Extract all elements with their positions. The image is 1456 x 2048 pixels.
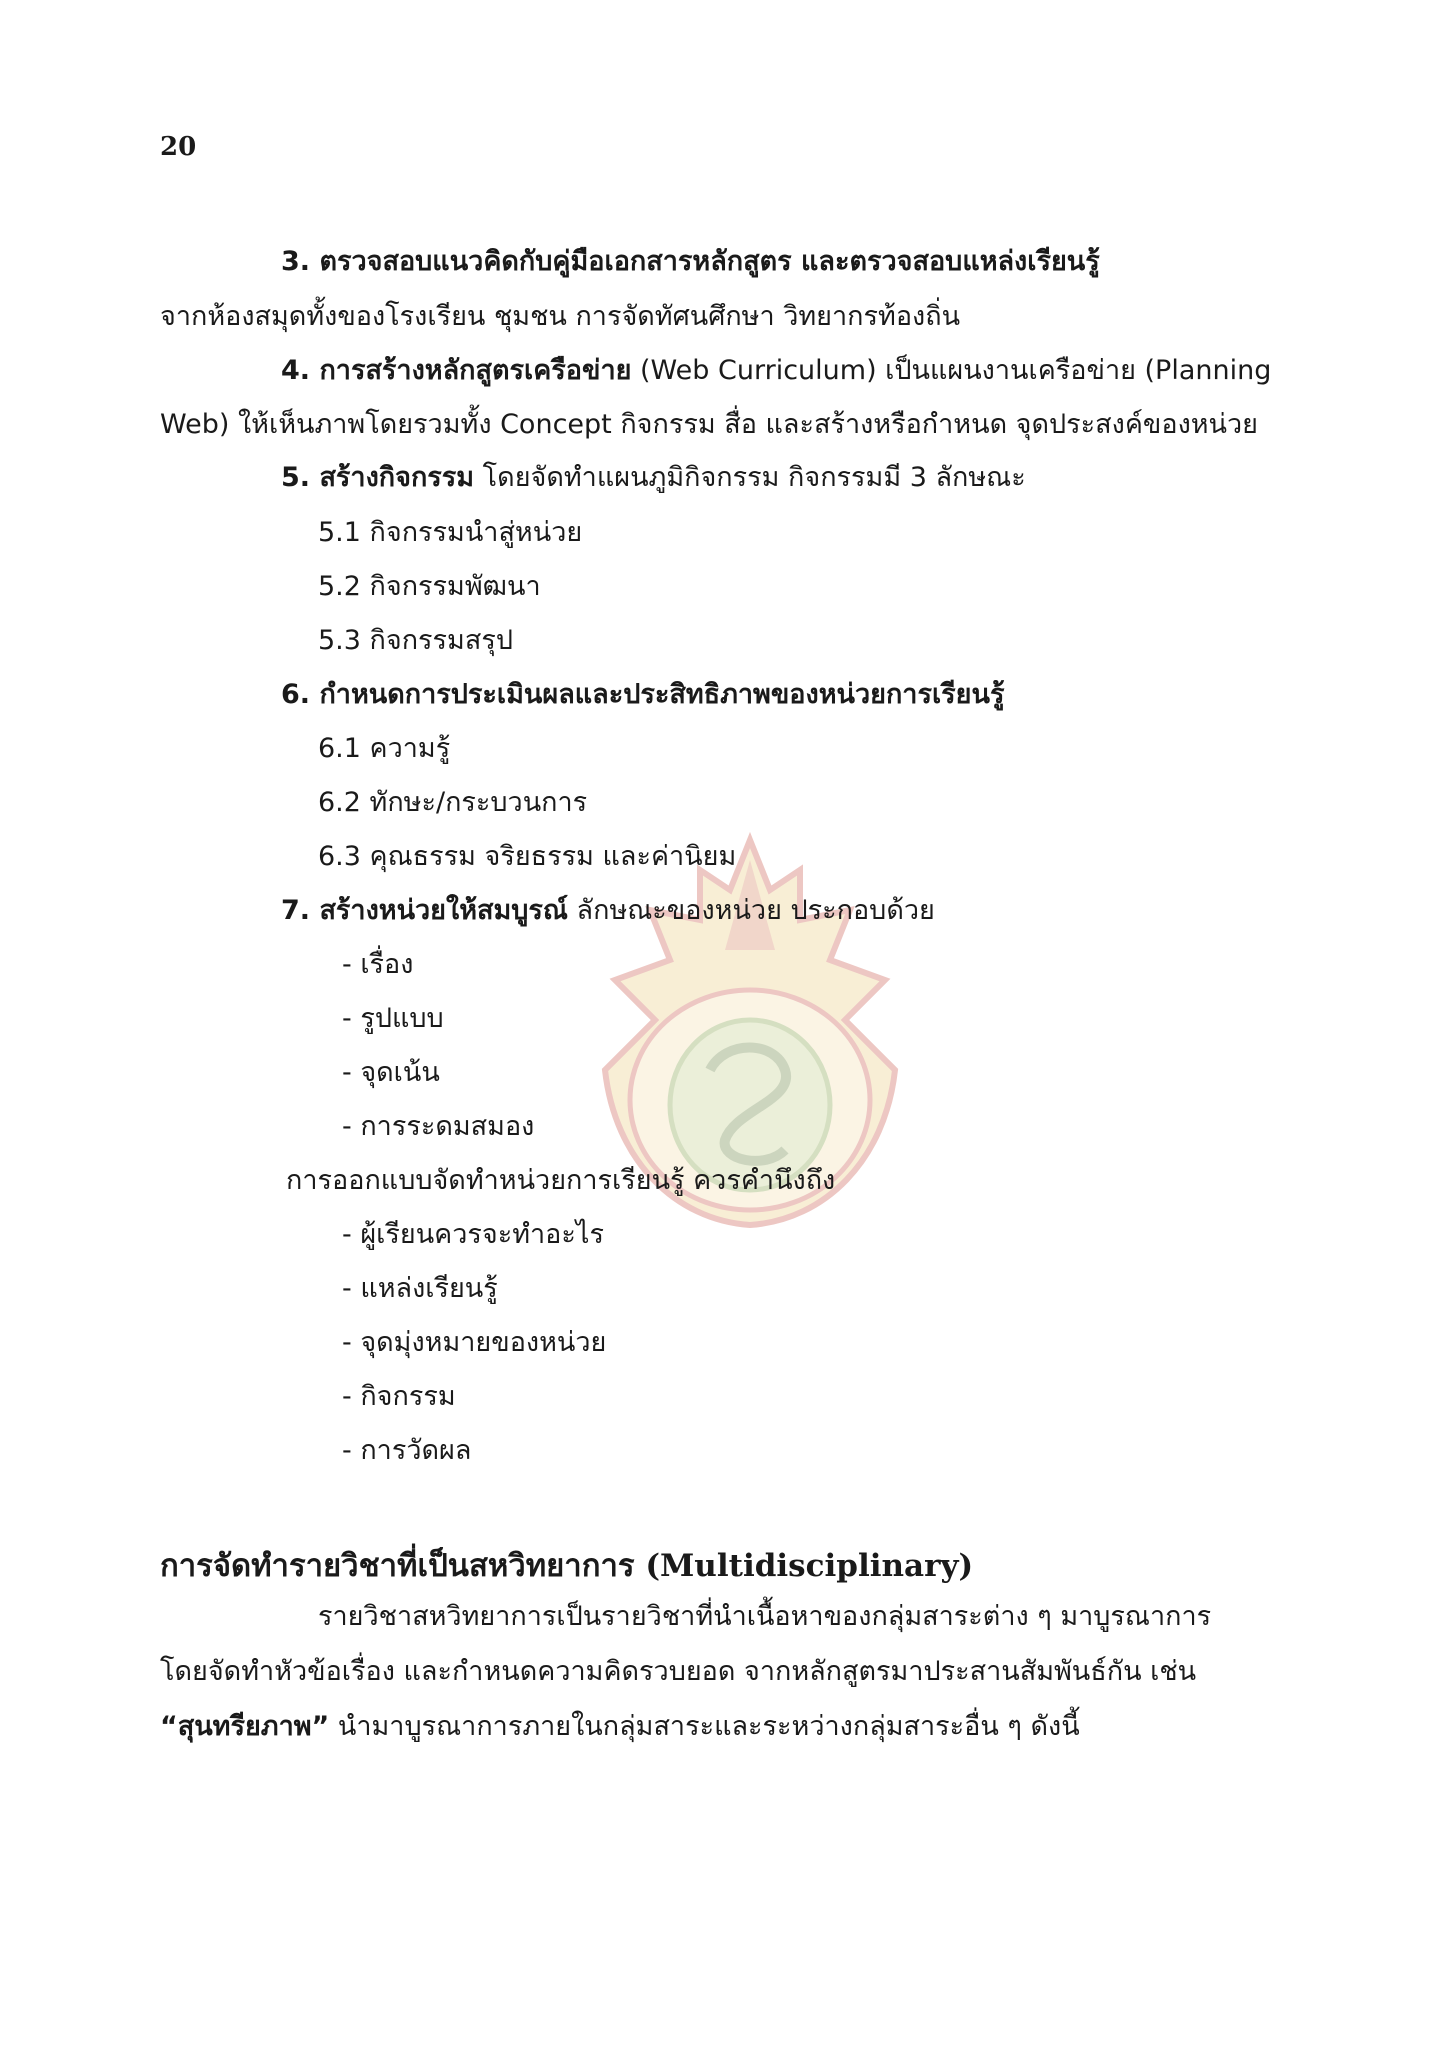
item6-heading: 6. กำหนดการประเมินผลและประสิทธิภาพของหน่วยการเรียนรู้: [281, 679, 1005, 710]
item4-line: [281, 354, 1271, 388]
item6-subitem: 6.1 ความรู้: [318, 733, 451, 764]
design-bullet: - การวัดผล: [342, 1435, 472, 1466]
section-paragraph-line1: รายวิชาสหวิทยาการเป็นรายวิชาที่นำเนื้อหาของกลุ่มสาระต่าง ๆ มาบูรณาการ: [318, 1601, 1212, 1632]
design-bullet: - แหล่งเรียนรู้: [342, 1273, 498, 1304]
design-intro: การออกแบบจัดทำหน่วยการเรียนรู้ ควรคำนึงถึง: [286, 1165, 836, 1196]
item5-text: โดยจัดทำแผนภูมิกิจกรรม กิจกรรมมี 3 ลักษณะ: [474, 462, 1026, 493]
design-bullet: - ผู้เรียนควรจะทำอะไร: [342, 1219, 604, 1250]
section-paragraph-line3: [160, 1710, 1080, 1744]
item3-heading-text: 3. ตรวจสอบแนวคิดกับคู่มือเอกสารหลักสูตร และตรวจสอบแหล่งเรียนรู้: [281, 246, 1100, 277]
design-bullet: - กิจกรรม: [342, 1381, 456, 1412]
section-keyword: “สุนทรียภาพ”: [160, 1711, 330, 1742]
section-title: การจัดทำรายวิชาที่เป็นสหวิทยาการ (Multidisciplinary): [160, 1548, 974, 1584]
item7-bullet: - รูปแบบ: [342, 1003, 444, 1034]
item5-subitem: 5.2 กิจกรรมพัฒนา: [318, 571, 541, 602]
item3-heading: [281, 245, 1100, 279]
design-bullet: - จุดมุ่งหมายของหน่วย: [342, 1327, 607, 1358]
item3-continuation: จากห้องสมุดทั้งของโรงเรียน ชุมชน การจัดทัศนศึกษา วิทยากรท้องถิ่น: [160, 301, 961, 332]
item6-subitem: 6.2 ทักษะ/กระบวนการ: [318, 787, 588, 818]
item4-text: (Web Curriculum) เป็นแผนงานเครือข่าย (Planning: [631, 355, 1272, 386]
item4-continuation: Web) ให้เห็นภาพโดยรวมทั้ง Concept กิจกรรม สื่อ และสร้างหรือกำหนด จุดประสงค์ของหน่วย: [160, 409, 1258, 440]
item7-heading: 7. สร้างหน่วยให้สมบูรณ์: [281, 895, 568, 926]
item5-subitem: 5.3 กิจกรรมสรุป: [318, 625, 513, 656]
item6-subitem: 6.3 คุณธรรม จริยธรรม และค่านิยม: [318, 841, 737, 872]
section-paragraph-line3-text: นำมาบูรณาการภายในกลุ่มสาระและระหว่างกลุ่มสาระอื่น ๆ ดังนี้: [329, 1711, 1080, 1742]
item5-line: [281, 461, 1026, 495]
item7-bullet: - เรื่อง: [342, 949, 414, 980]
item4-heading: 4. การสร้างหลักสูตรเครือข่าย: [281, 355, 632, 386]
item6-line: [281, 678, 1004, 712]
page-number: 20: [160, 132, 197, 162]
item7-text: ลักษณะของหน่วย ประกอบด้วย: [567, 895, 935, 926]
item5-heading: 5. สร้างกิจกรรม: [281, 462, 475, 493]
item7-line: [281, 894, 935, 928]
item7-bullet: - จุดเน้น: [342, 1057, 440, 1088]
section-paragraph-line2: โดยจัดทำหัวข้อเรื่อง และกำหนดความคิดรวบยอด จากหลักสูตรมาประสานสัมพันธ์กัน เช่น: [160, 1656, 1197, 1687]
item7-bullet: - การระดมสมอง: [342, 1111, 535, 1142]
item5-subitem: 5.1 กิจกรรมนำสู่หน่วย: [318, 517, 583, 548]
